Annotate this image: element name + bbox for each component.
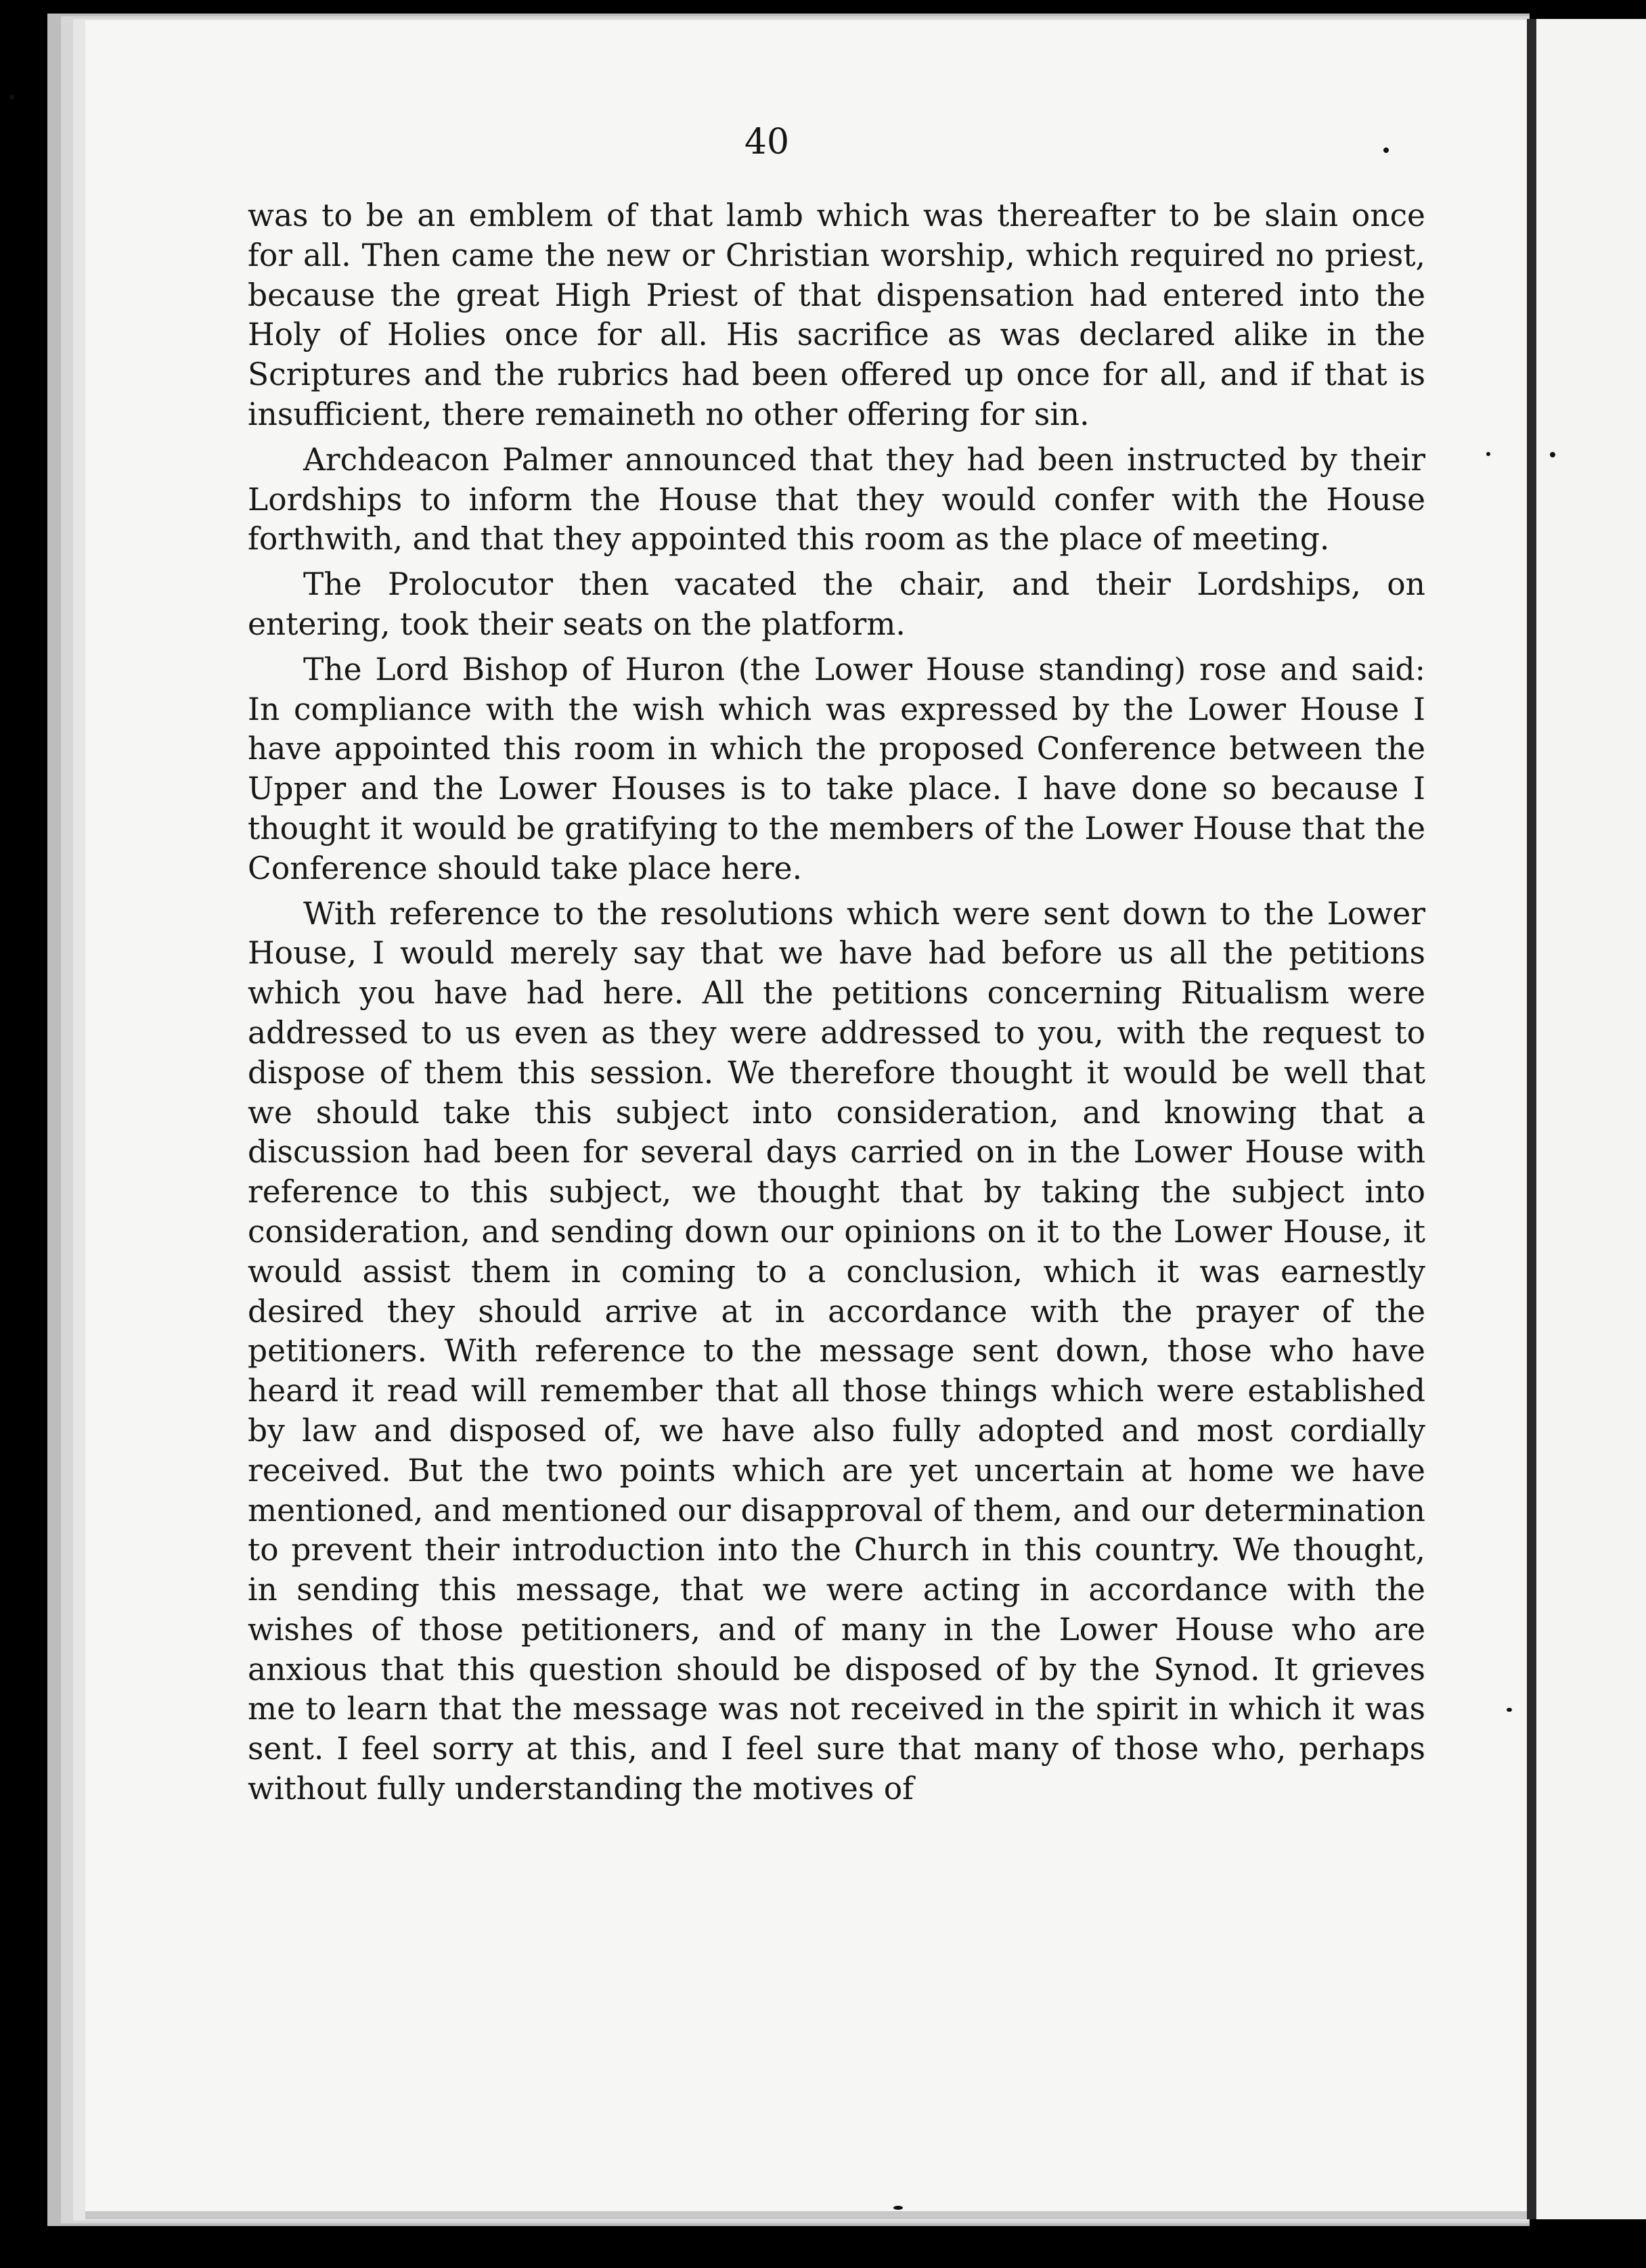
page-number: 40 bbox=[744, 122, 790, 162]
paragraph: The Prolocutor then vacated the chair, and their Lordships, on entering, took their seats on the platform. bbox=[248, 566, 1425, 642]
scan-speck bbox=[1383, 148, 1389, 153]
scan-speck bbox=[1507, 1708, 1512, 1712]
page-body bbox=[248, 196, 1425, 1815]
page-bottom-edge bbox=[85, 2211, 1530, 2219]
scan-speck bbox=[1550, 452, 1555, 457]
paragraph: Archdeacon Palmer announced that they had been instructed by their Lordships to inform the House that they would confer with the House forthwith, and that they appointed this room as the place of meeting. bbox=[248, 441, 1425, 558]
facing-page-edge bbox=[1536, 19, 1646, 2219]
paragraph: The Lord Bishop of Huron (the Lower House standing) rose and said: In compliance with the wish which was expressed by the Lower House I have appointed this room in which the proposed Conference between the Upper and the Lower Houses is to take place. I have done so because I thought it would be gratifying to the members of the Lower House that the Conference should take place here. bbox=[248, 651, 1425, 886]
scan-speck bbox=[9, 95, 14, 99]
scan-speck bbox=[1486, 452, 1490, 456]
book-page bbox=[85, 20, 1530, 2219]
paragraph: was to be an emblem of that lamb which was thereafter to be slain once for all. Then came the new or Christian worship, which required no priest, because the great High Priest of that dispensation had entered into the Holy of Holies once for all. His sacrifice as was declared alike in the Scriptures and the rubrics had been offered up once for all, and if that is insufficient, there remaineth no other offering for sin. bbox=[248, 198, 1425, 432]
gutter-shadow bbox=[1527, 19, 1536, 2219]
scan-speck bbox=[893, 2206, 903, 2210]
paragraph: With reference to the resolutions which were sent down to the Lower House, I would merely say that we have had before us all the petitions which you have had here. All the petitions concerning Ritualism were addressed to us even as they were addressed to you, with the request to dispose of them this session. We therefore thought it would be well that we should take this subject into consideration, and knowing that a discussion had been for several days carried on in the Lower House with reference to this subject, we thought that by taking the subject into consideration, and sending down our opinions on it to the Lower House, it would assist them in coming to a conclusion, which it was earnestly desired they should arrive at in accordance with the prayer of the petitioners. With reference to the message sent down, those who have heard it read will remember that all those things which were established by law and disposed of, we have also fully adopted and most cordially received. But the two points which are yet uncertain at home we have mentioned, and mentioned our disapproval of them, and our determination to prevent their introduction into the Church in this country. We thought, in sending this message, that we were acting in accordance with the wishes of those petitioners, and of many in the Lower House who are anxious that this question should be disposed of by the Synod. It grieves me to learn that the message was not received in the spirit in which it was sent. I feel sorry at this, and I feel sure that many of those who, perhaps without fully understanding the motives of bbox=[248, 895, 1425, 1807]
